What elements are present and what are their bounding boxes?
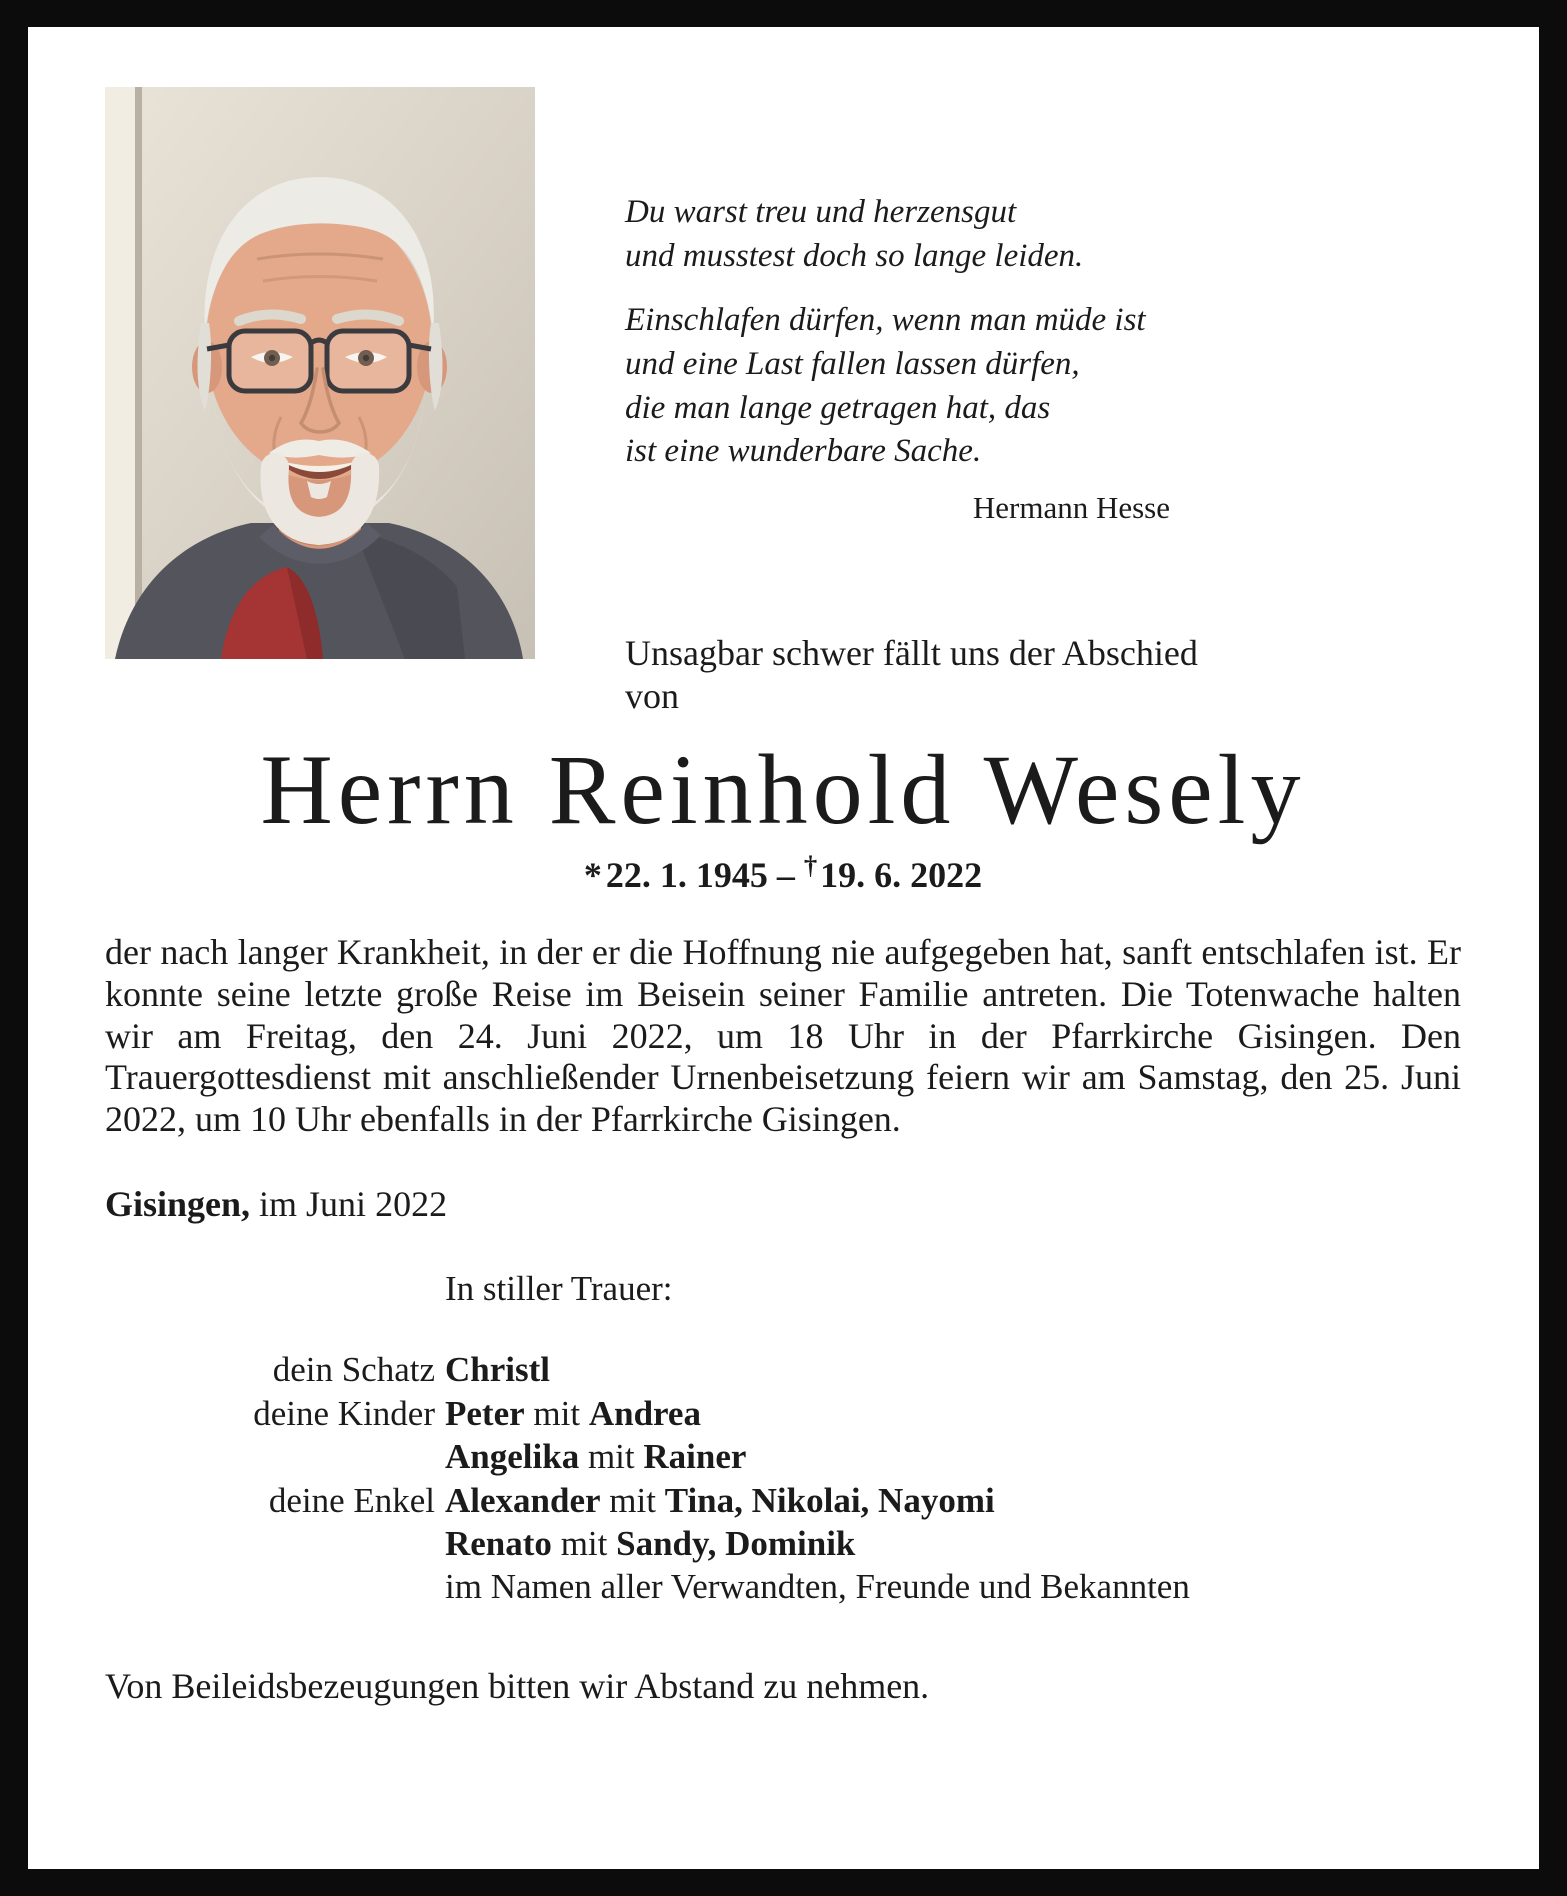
life-dates: [105, 850, 1461, 896]
portrait-illustration: [105, 87, 535, 659]
mourning-connector: mit: [579, 1437, 644, 1477]
obituary-paper: [28, 27, 1539, 1869]
mourner-name: Alexander: [445, 1480, 601, 1520]
mourner-name: Peter: [445, 1393, 525, 1433]
portrait-photo: [105, 87, 535, 659]
mourner-name: Christl: [445, 1350, 550, 1390]
quote-line: Einschlafen dürfen, wenn man müde ist: [625, 301, 1146, 338]
farewell-intro-line-2: von: [625, 675, 679, 716]
quote-stanza-2: [625, 299, 1185, 475]
mourning-row-label: dein Schatz: [272, 1350, 435, 1390]
mourning-row-names: [445, 1522, 855, 1565]
mourning-row: [105, 1435, 1461, 1478]
quote-line: die man lange getragen hat, das: [625, 389, 1051, 426]
memorial-quote: [625, 191, 1185, 474]
announcement-text: der nach langer Krankheit, in der er die Hoffnung nie aufgegeben hat, sanft entschlafen ist. Er konnte seine letzte große Reise im Beisein seiner Familie antreten. Die Totenwache halten wir am Freitag, den 24. Juni 2022, um 18 Uhr in der Pfarrkirche Gisingen. Den Trauergottesdienst mit anschließender Urnenbeisetzung feiern wir am Samstag, den 25. Juni 2022, um 10 Uhr ebenfalls in der Pfarrkirche Gisingen.: [105, 932, 1461, 1140]
mourning-connector: mit: [600, 1480, 665, 1520]
top-section: [105, 87, 1461, 717]
mourning-row-names: [445, 1392, 701, 1435]
birth-date: 22. 1. 1945: [605, 855, 768, 896]
place-and-date: [105, 1183, 1461, 1225]
mourning-connector: mit: [524, 1393, 589, 1433]
mourning-row: [105, 1392, 1461, 1435]
mourning-row-names: [445, 1565, 1190, 1608]
quote-column: [625, 87, 1461, 717]
mourning-row-label: [105, 1565, 435, 1608]
deceased-name: Herrn Reinhold Wesely: [260, 734, 1306, 846]
mourner-name: Renato: [445, 1523, 552, 1563]
date: im Juni 2022: [250, 1183, 448, 1224]
place: Gisingen,: [105, 1183, 251, 1224]
mourning-row: [105, 1479, 1461, 1522]
farewell-intro: [625, 632, 1461, 717]
mourner-name: Tina, Nikolai, Nayomi: [664, 1480, 995, 1520]
mourner-name: Rainer: [643, 1437, 747, 1477]
mourning-row-names: [445, 1348, 550, 1391]
mourning-row-label: deine Kinder: [253, 1393, 435, 1433]
mourner-name: Angelika: [445, 1437, 580, 1477]
mourning-row-label: deine Enkel: [268, 1480, 435, 1520]
quote-line: und eine Last fallen lassen dürfen,: [625, 345, 1080, 382]
death-date: 19. 6. 2022: [820, 855, 983, 896]
mourning-row: [105, 1348, 1461, 1391]
quote-line: ist eine wunderbare Sache.: [625, 433, 982, 470]
quote-attribution: Hermann Hesse: [972, 490, 1170, 526]
mourning-header: In stiller Trauer:: [445, 1268, 673, 1308]
mourning-section: [105, 1267, 1461, 1609]
mourning-row-names: [445, 1435, 746, 1478]
quote-line: Du warst treu und herzensgut: [625, 194, 1017, 230]
mourning-closing: im Namen aller Verwandten, Freunde und Bekannten: [445, 1567, 1190, 1607]
farewell-intro-line-1: Unsagbar schwer fällt uns der Abschied: [625, 633, 1198, 674]
mourning-row: [105, 1565, 1461, 1608]
quote-line: und musstest doch so lange leiden.: [625, 237, 1084, 274]
mourning-row-label: [105, 1435, 435, 1478]
mourner-name: Andrea: [588, 1393, 701, 1433]
mourner-name: Sandy, Dominik: [616, 1523, 856, 1563]
mourning-row-names: [445, 1479, 995, 1522]
quote-stanza-1: [625, 191, 1185, 279]
mourning-row: [105, 1522, 1461, 1565]
mourning-row-label: [105, 1522, 435, 1565]
dates-separator: –: [776, 855, 795, 896]
mourning-connector: mit: [551, 1523, 617, 1563]
condolence-note: Von Beileidsbezeugungen bitten wir Abstand zu nehmen.: [105, 1665, 930, 1706]
birth-symbol: *: [583, 855, 602, 896]
death-symbol: †: [803, 850, 818, 881]
